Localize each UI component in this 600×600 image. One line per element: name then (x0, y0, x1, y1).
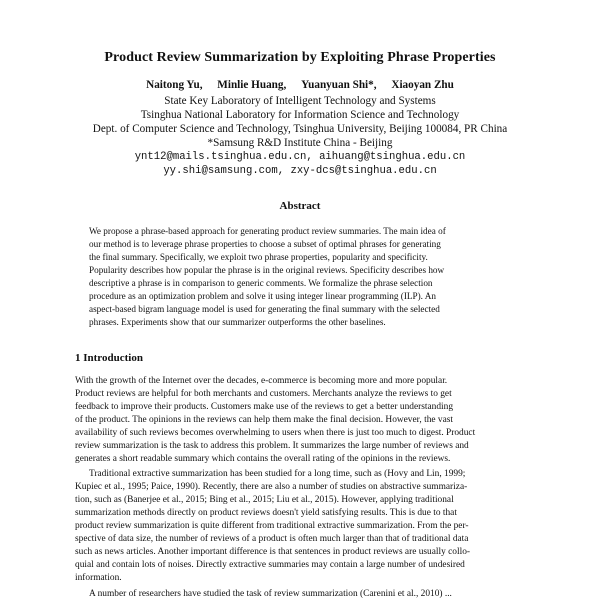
author: Naitong Yu, (146, 79, 203, 91)
affiliation: State Key Laboratory of Intelligent Technology and Systems (164, 95, 436, 107)
author-list (0, 79, 600, 91)
body-line: review summarization is the task to address this problem. It summarizes the large number of reviews and (75, 441, 469, 451)
body-line: With the growth of the Internet over the decades, e-commerce is becoming more and more popular. (75, 376, 448, 386)
abstract-line: We propose a phrase-based approach for generating product review summaries. The main idea of (89, 226, 446, 236)
email-line: yy.shi@samsung.com, zxy-dcs@tsinghua.edu.cn (163, 165, 437, 177)
body-line: of the product. The opinions in the reviews can help them make the final decision. However, the vast (75, 415, 453, 425)
abstract-line: phrases. Experiments show that our summarizer outperforms the other baselines. (89, 317, 386, 327)
abstract-line: the final summary. Specifically, we exploit two phrase properties, popularity and specificity. (89, 252, 428, 262)
author: Xiaoyan Zhu (391, 79, 454, 91)
affiliation: Tsinghua National Laboratory for Information Science and Technology (140, 109, 460, 121)
body-line: tion, such as (Banerjee et al., 2015; Bing et al., 2015; Liu et al., 2015). However, applying traditional (75, 495, 454, 505)
body-line: Product reviews are helpful for both merchants and customers. Merchants analyze the reviews to get (75, 389, 452, 399)
paper-title: Product Review Summarization by Exploiting Phrase Properties (104, 50, 496, 65)
section-heading: 1 Introduction (75, 352, 143, 364)
affiliation: *Samsung R&D Institute China - Beijing (207, 137, 393, 149)
body-line: product review summarization is quite different from traditional extractive summarization. From the per- (75, 521, 469, 531)
abstract-line: procedure as an optimization problem and solve it using integer linear programming (ILP). An (89, 291, 436, 301)
body-line: such as news articles. Another important difference is that sentences in product reviews are usually collo- (75, 547, 471, 557)
abstract-heading: Abstract (279, 200, 321, 212)
author: Minlie Huang, (217, 79, 287, 91)
body-line: feedback to improve their products. Customers make use of the reviews to get a better understanding (75, 402, 454, 412)
abstract-line: our method is to leverage phrase properties to choose a subset of optimal phrases for generating (89, 239, 441, 249)
body-line: quial and contain lots of noises. Directly extractive summaries may contain a large number of undesired (75, 560, 465, 570)
body-line: spective of data size, the number of reviews of a product is often much larger than that of traditional data (75, 534, 469, 544)
abstract-line: aspect-based bigram language model is used for generating the final summary with the selected (89, 304, 440, 314)
body-line: summarization methods directly on product reviews doesn't yield satisfying results. This is due to that (75, 508, 457, 518)
body-line: availability of such reviews becomes overwhelming to users when there is just too much to digest. Product (75, 428, 476, 438)
body-line: A number of researchers have studied the task of review summarization (Carenini et al., 2010) ... (89, 589, 452, 599)
abstract-line: descriptive a phrase is in comparison to generic comments. We formalize the phrase selection (89, 278, 433, 288)
body-line: Traditional extractive summarization has been studied for a long time, such as (Hovy and Lin, 1999; (89, 469, 466, 479)
author: Yuanyuan Shi*, (301, 79, 377, 91)
affiliation: Dept. of Computer Science and Technology, Tsinghua University, Beijing 100084, PR China (92, 123, 508, 135)
body-line: Kupiec et al., 1995; Paice, 1990). Recently, there are also a number of studies on abstractive summariza- (75, 482, 468, 492)
body-line: generates a short readable summary which contains the overall rating of the opinions in the reviews. (75, 454, 451, 464)
email-line: ynt12@mails.tsinghua.edu.cn, aihuang@tsinghua.edu.cn (134, 151, 466, 163)
body-line: information. (75, 573, 122, 583)
abstract-line: Popularity describes how popular the phrase is in the original reviews. Specificity describes how (89, 265, 445, 275)
